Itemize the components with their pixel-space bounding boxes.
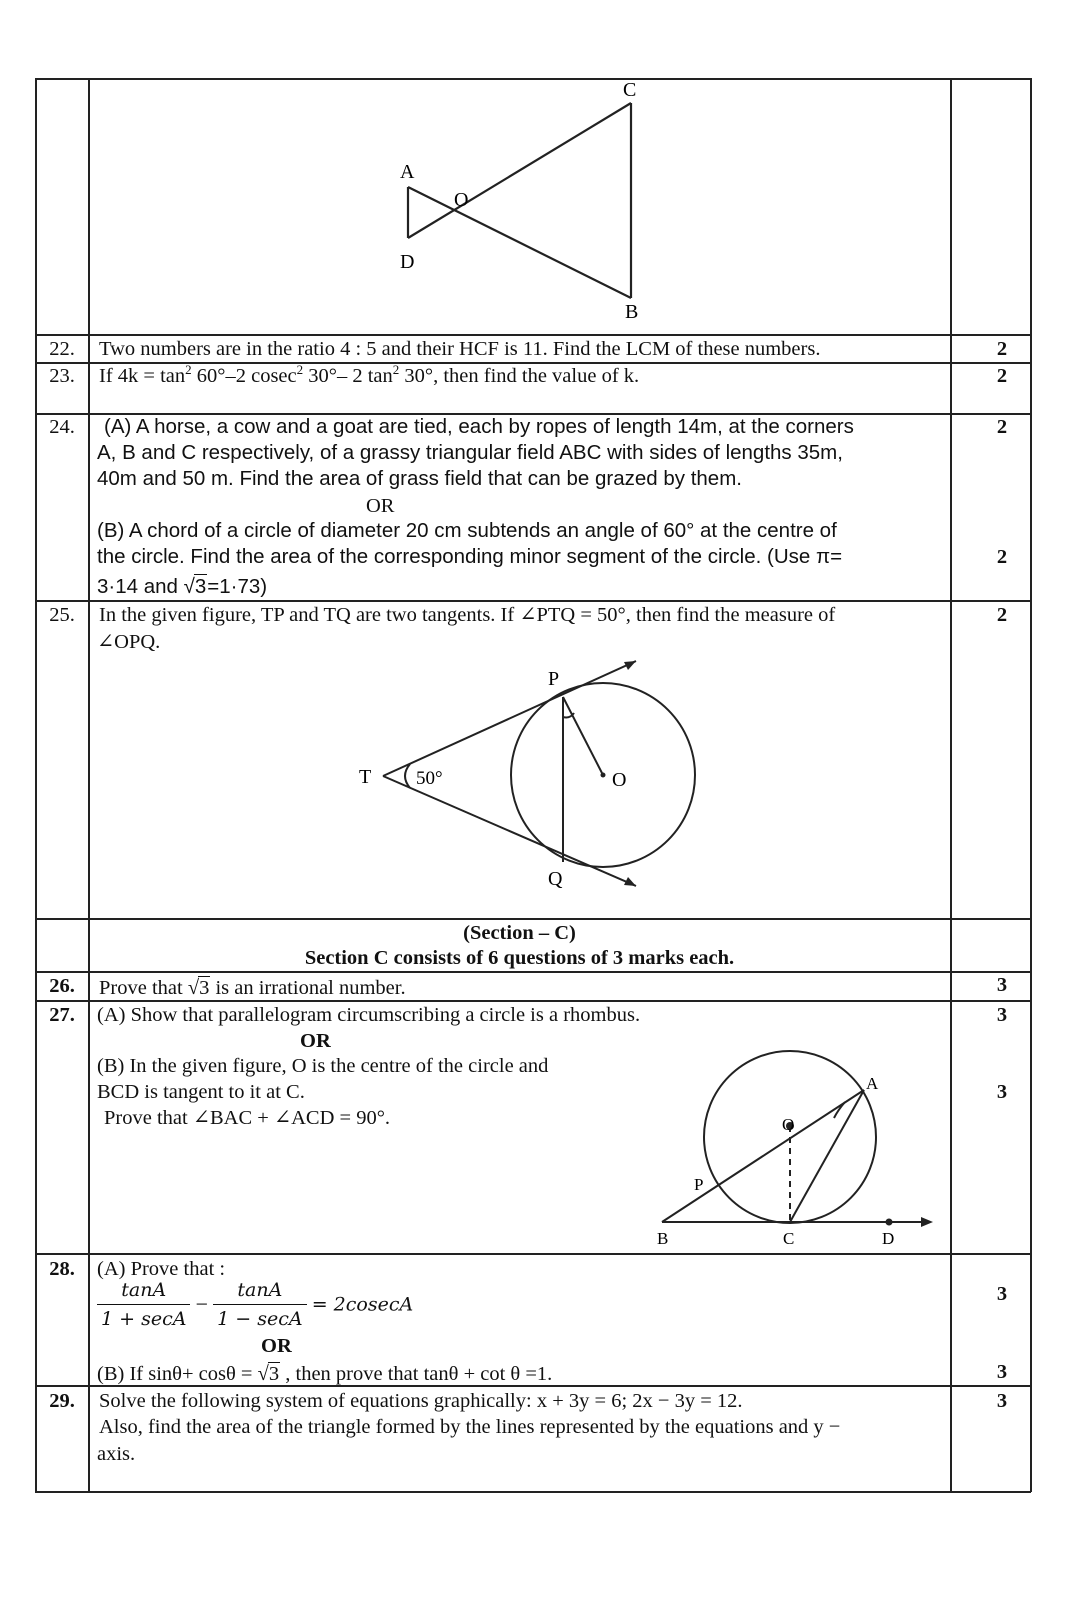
marks-28a: 3 — [996, 1283, 1008, 1305]
label-o: O — [782, 1115, 795, 1134]
label-t: T — [359, 766, 372, 788]
label-c: C — [783, 1229, 795, 1248]
question-29-line2: Also, find the area of the triangle formed by the lines represented by the equations and y − — [99, 1416, 841, 1438]
label-b: B — [625, 301, 639, 323]
question-number: 23. — [49, 365, 75, 387]
question-24b-line2: the circle. Find the area of the corresponding minor segment of the circle. (Use π= — [97, 545, 843, 568]
marks-24b: 2 — [996, 546, 1008, 568]
question-number: 25. — [49, 604, 75, 626]
marks-29: 3 — [996, 1390, 1008, 1412]
question-number: 27. — [49, 1004, 75, 1026]
question-22-text: Two numbers are in the ratio 4 : 5 and their HCF is 11. Find the LCM of these numbers. — [99, 338, 821, 360]
label-c: C — [623, 79, 637, 101]
label-d: D — [882, 1229, 895, 1248]
identity-equation: $\frac{\tan A}{1 + \sec A}$ − $\frac{\tan A}{1 - \sec A}$ = 2cosecA — [97, 1279, 413, 1330]
section-title: (Section – C) — [463, 922, 576, 944]
question-number: 22. — [49, 338, 75, 360]
tangents-circle-figure — [350, 650, 710, 900]
question-25-line1: In the given figure, TP and TQ are two tangents. If ∠PTQ = 50°, then find the measure of — [99, 604, 836, 626]
question-27b-line3: Prove that ∠BAC + ∠ACD = 90°. — [104, 1107, 391, 1129]
question-25-line2: ∠OPQ. — [97, 631, 161, 653]
question-29-line1: Solve the following system of equations graphically: x + 3y = 6; 2x − 3y = 12. — [99, 1390, 743, 1412]
question-24a-line1: (A) A horse, a cow and a goat are tied, each by ropes of length 14m, at the corners — [104, 415, 854, 438]
question-number: 24. — [49, 416, 75, 438]
label-o: O — [454, 189, 469, 211]
question-number: 26. — [49, 975, 75, 997]
label-p: P — [548, 668, 560, 690]
question-24b-line3: 3·14 and √3=1·73) — [97, 575, 268, 598]
marks-22: 2 — [996, 338, 1008, 360]
marks-24a: 2 — [996, 416, 1008, 438]
or-divider: OR — [261, 1335, 292, 1357]
label-b: B — [657, 1229, 669, 1248]
label-o: O — [612, 769, 627, 791]
circle-tangent-figure — [650, 1045, 950, 1250]
marks-27a: 3 — [996, 1004, 1008, 1026]
question-28b-text: (B) If sinθ+ cosθ = √3 , then prove that tanθ + cot θ =1. — [97, 1363, 553, 1385]
label-a: A — [866, 1074, 879, 1093]
question-24a-line3: 40m and 50 m. Find the area of grass field that can be grazed by them. — [97, 467, 742, 490]
question-26-text: Prove that √3 is an irrational number. — [99, 977, 406, 999]
question-27b-line1: (B) In the given figure, O is the centre of the circle and — [97, 1055, 549, 1077]
marks-23: 2 — [996, 365, 1008, 387]
label-p: P — [694, 1175, 704, 1194]
question-24a-line2: A, B and C respectively, of a grassy triangular field ABC with sides of lengths 35m, — [97, 441, 843, 464]
or-divider: OR — [300, 1030, 331, 1052]
question-29-line3: axis. — [97, 1443, 136, 1465]
question-number: 29. — [49, 1390, 75, 1412]
angle-label: 50° — [416, 768, 443, 789]
section-subtitle: Section C consists of 6 questions of 3 marks each. — [304, 947, 735, 969]
label-q: Q — [548, 868, 563, 890]
marks-25: 2 — [996, 604, 1008, 626]
marks-28b: 3 — [996, 1361, 1008, 1383]
question-23-text: If $4k = \tan^2 60^\circ-2$ cosec$^2$ 30°– 2 $\tan^2 30^\circ$, then find the value of k. — [99, 362, 640, 387]
question-27b-line2: BCD is tangent to it at C. — [97, 1081, 305, 1103]
question-28a-text: (A) Prove that : — [97, 1258, 226, 1280]
question-24b-line1: (B) A chord of a circle of diameter 20 cm subtends an angle of 60° at the centre of — [97, 519, 837, 542]
label-a: A — [400, 161, 415, 183]
label-d: D — [400, 251, 415, 273]
triangle-figure-aocbd — [380, 78, 680, 334]
question-number: 28. — [49, 1258, 75, 1280]
marks-26: 3 — [996, 974, 1008, 996]
marks-27b: 3 — [996, 1081, 1008, 1103]
question-27a-text: (A) Show that parallelogram circumscribing a circle is a rhombus. — [97, 1004, 641, 1026]
or-divider: OR — [366, 495, 395, 517]
